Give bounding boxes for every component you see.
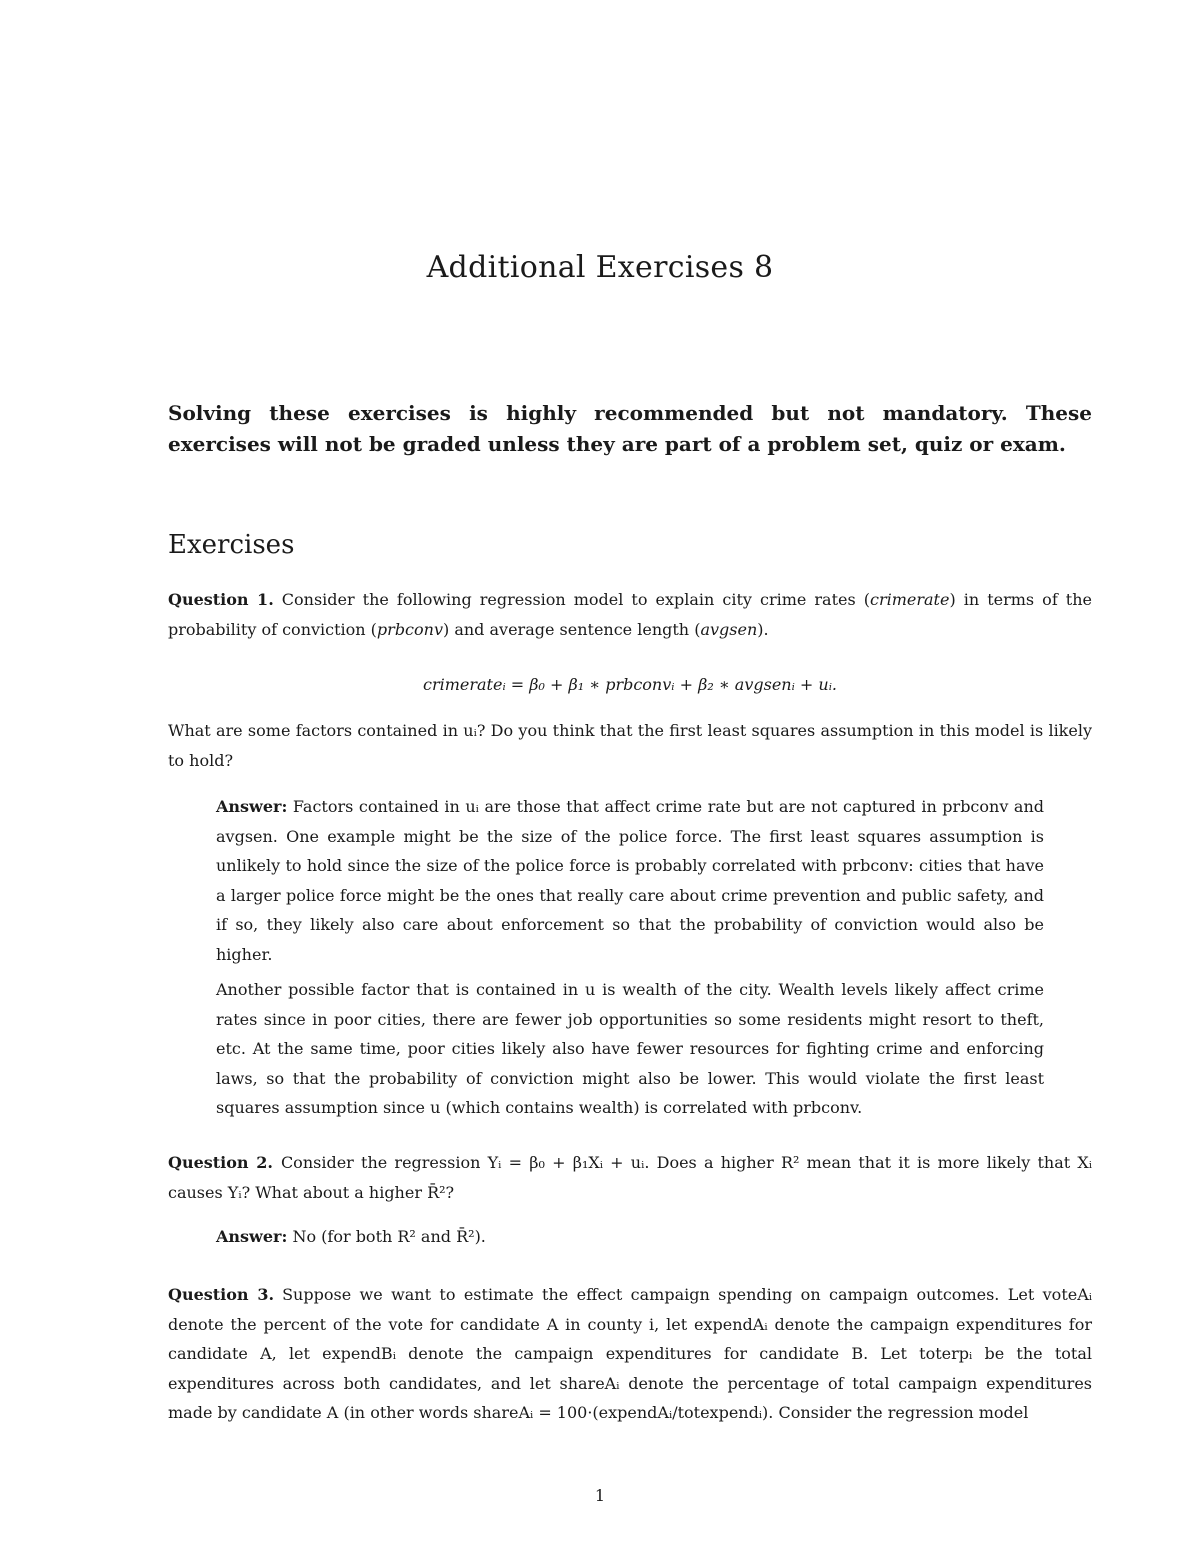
q1-text-c: ) and average sentence length ( [443,619,701,639]
question-2-label: Question 2. [168,1153,273,1172]
q1-answer-p2: Another possible factor that is contained in u is wealth of the city. Wealth levels likely affect crime rates since in poor cities, there are fewer job opportunities so some residents might resort to theft, etc. At the same time, poor cities likely also have fewer resources for fighting crime and enforcing laws, so that the probability of conviction might also be lower. This would violate the first least squares assumption since u (which contains wealth) is correlated with prbconv. [216,980,1044,1117]
q1-question-text: What are some factors contained in uᵢ? Do you think that the first least squares assumption in this model is likely to hold? [168,721,1092,770]
q2-answer-text: No (for both R² and R̄²). [292,1227,486,1246]
q1-text-d: ). [757,619,769,639]
q1-equation: crimerateᵢ = β₀ + β₁ ∗ prbconvᵢ + β₂ ∗ avgsenᵢ + uᵢ. [423,675,837,694]
q2-text: Consider the regression Yᵢ = β₀ + β₁Xᵢ + uᵢ. Does a higher R² mean that it is more likely that Xᵢ causes Yᵢ? What about a higher R̄²? [168,1153,1093,1202]
q1-answer-label: Answer: [216,797,288,816]
q2-answer-label: Answer: [216,1227,288,1246]
q2-answer [216,1222,1044,1252]
q1-answer-p1 [216,792,1044,969]
question-3 [168,1280,1092,1428]
question-3-label: Question 3. [168,1285,275,1304]
q1-var-crimerate: crimerate [870,590,950,609]
intro-notice: Solving these exercises is highly recommended but not mandatory. These exercises will not be graded unless they are part of a problem set, quiz or exam. [168,401,1092,456]
question-1-label: Question 1. [168,590,274,609]
q1-text-b: ) in terms of the probability of conviction ( [168,590,1092,639]
q3-text: Suppose we want to estimate the effect campaign spending on campaign outcomes. Let voteAᵢ denote the percent of the vote for candidate A in county i, let expendAᵢ denote the campaign expenditures for candidate A, let expendBᵢ denote the campaign expenditures for candidate B. Let toterpᵢ be the total expenditures across both candidates, and let shareAᵢ denote the percentage of total campaign expenditures made by candidate A (in other words shareAᵢ = 100·(expendAᵢ/totexpendᵢ). Consider the regression model [168,1285,1092,1422]
question-2 [168,1148,1092,1207]
page-number: 1 [594,1486,606,1505]
q1-var-avgsen: avgsen [700,619,758,639]
q1-var-prbconv: prbconv [376,619,443,639]
q1-answer-p1-text: Factors contained in uᵢ are those that affect crime rate but are not captured in prbconv and avgsen. One example might be the size of the police force. The first least squares assumption is unlikely to hold since the size of the police force is probably correlated with prbconv: cities that have a larger police force might be the ones that really care about crime prevention and public safety, and if so, they likely also care about enforcement so that the probability of conviction would also be higher. [216,797,1044,964]
question-1 [168,585,1092,644]
section-heading: Exercises [168,530,295,560]
page-title: Additional Exercises 8 [426,250,774,285]
q1-text-a: Consider the following regression model to explain city crime rates ( [281,590,870,609]
